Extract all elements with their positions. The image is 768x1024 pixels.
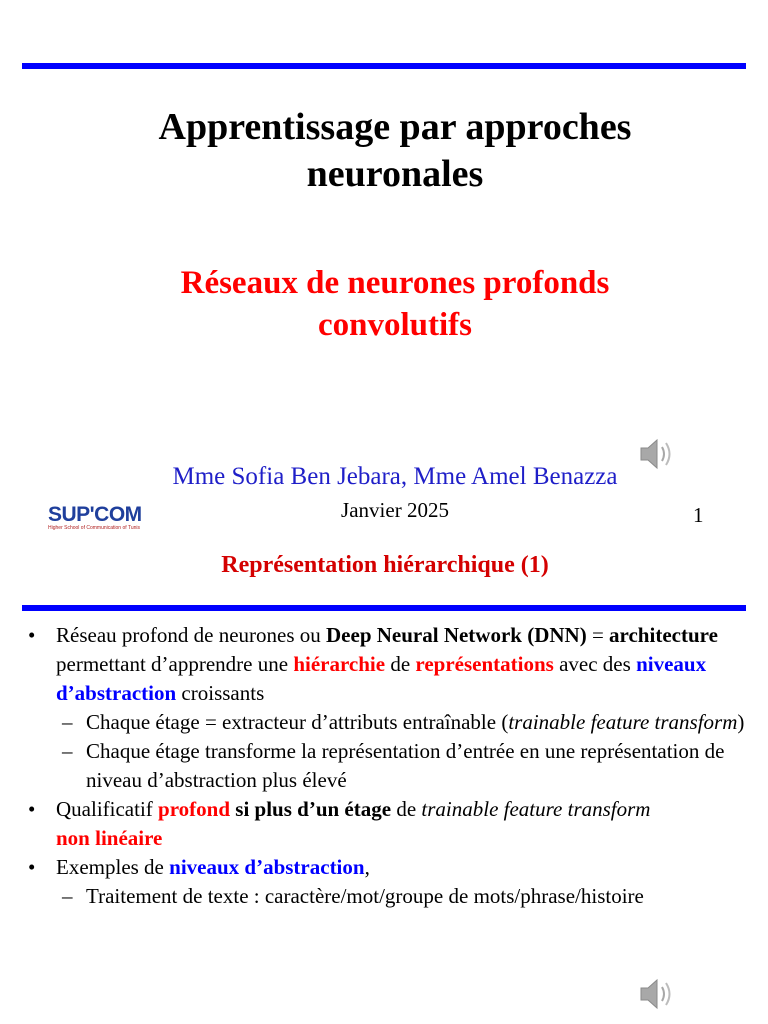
- sub-bullet-text-processing: [22, 882, 746, 911]
- page-number: 1: [693, 503, 704, 527]
- text: croissants: [176, 681, 265, 705]
- text: permettant d’apprendre une: [56, 652, 294, 676]
- subtitle-line-2: convolutifs: [317, 307, 472, 343]
- trainable-term: trainable feature transform: [421, 797, 651, 821]
- dash-marker: –: [62, 710, 73, 734]
- text: Exemples de: [56, 855, 170, 879]
- architecture-term: architecture: [609, 623, 718, 647]
- heading-rule: [22, 605, 746, 611]
- bullet-marker: •: [28, 855, 36, 879]
- text: avec des: [553, 652, 637, 676]
- multi-stage-term: si plus d’un étage: [230, 797, 392, 821]
- slide-title: [60, 104, 730, 198]
- text: Chaque étage transforme la représentation d’entrée en une représentation de niveau d’abstraction plus élevé: [86, 739, 725, 792]
- bullet-list: [22, 621, 746, 911]
- text: de: [385, 652, 416, 676]
- profond-term: profond: [158, 797, 231, 821]
- abstraction-term: niveaux d’abstraction: [56, 652, 707, 705]
- title-line-2: neuronales: [306, 153, 484, 195]
- content-slide: [0, 545, 768, 1024]
- slide-heading: Représentation hiérarchique (1): [221, 552, 549, 578]
- dnn-term: Deep Neural Network (DNN): [326, 623, 587, 647]
- text: Chaque étage = extracteur d’attributs entraînable (: [86, 710, 509, 734]
- slide-subtitle: [60, 262, 730, 346]
- representations-term: représentations: [415, 652, 554, 676]
- sub-bullet-extractor: [22, 708, 746, 737]
- bullet-examples: [22, 853, 746, 882]
- text: ): [737, 710, 745, 734]
- bullet-profond: [22, 795, 746, 853]
- text: Réseau profond de neurones ou: [56, 623, 327, 647]
- title-line-1: Apprentissage par approches: [158, 106, 632, 148]
- abstraction-term: niveaux d’abstraction: [169, 855, 365, 879]
- text: ,: [364, 855, 370, 879]
- sub-bullet-transform: [22, 737, 746, 795]
- dash-marker: –: [62, 739, 73, 763]
- authors: Mme Sofia Ben Jebara, Mme Amel Benazza: [172, 463, 618, 490]
- bullet-dnn: [22, 621, 746, 708]
- text: de: [391, 797, 422, 821]
- logo-name: SUP'COM: [48, 503, 142, 526]
- trainable-term: trainable feature transform: [508, 710, 738, 734]
- bullet-marker: •: [28, 797, 36, 821]
- logo-tagline: Higher School of Communication of Tunis: [48, 525, 140, 531]
- bullet-marker: •: [28, 623, 36, 647]
- text: =: [586, 623, 610, 647]
- text: Traitement de texte : caractère/mot/groupe de mots/phrase/histoire: [86, 884, 644, 908]
- subtitle-line-1: Réseaux de neurones profonds: [180, 265, 610, 301]
- non-lineaire-term: non linéaire: [56, 826, 163, 850]
- date: Janvier 2025: [341, 498, 449, 522]
- speaker-icon[interactable]: [638, 975, 678, 1013]
- hierarchie-term: hiérarchie: [293, 652, 386, 676]
- text: Qualificatif: [56, 797, 159, 821]
- top-rule: [22, 63, 746, 69]
- dash-marker: –: [62, 884, 73, 908]
